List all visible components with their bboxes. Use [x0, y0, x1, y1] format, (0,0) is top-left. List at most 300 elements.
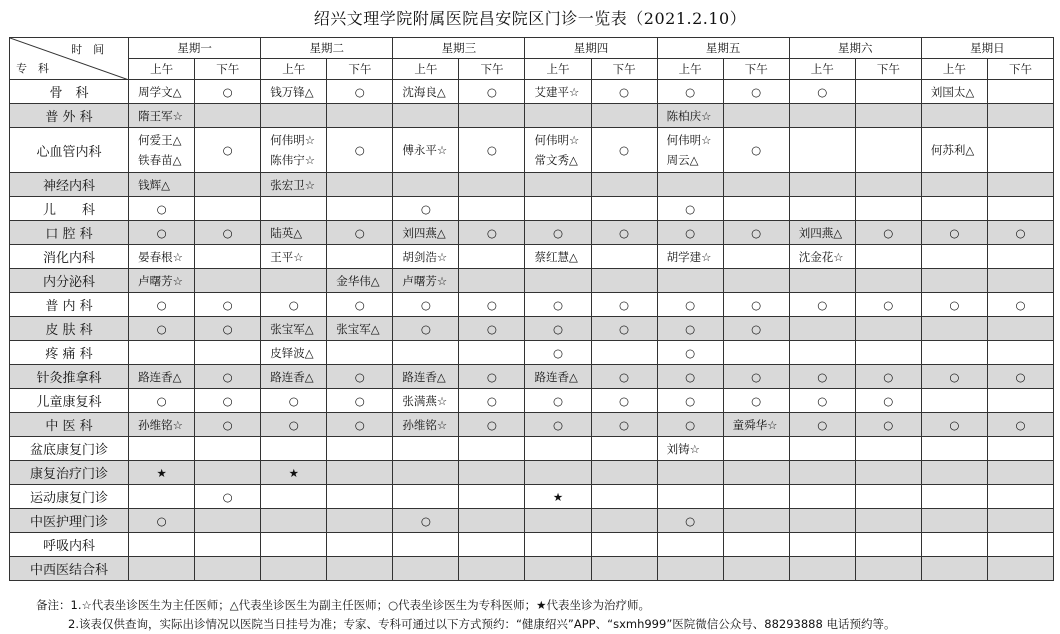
day-header: 星期一 [129, 38, 261, 59]
schedule-cell [393, 173, 459, 197]
schedule-cell: ○ [393, 317, 459, 341]
schedule-cell [261, 269, 327, 293]
schedule-cell: 皮铎波△ [261, 341, 327, 365]
schedule-cell: ○ [261, 413, 327, 437]
schedule-cell: ○ [855, 365, 921, 389]
schedule-cell: ○ [129, 389, 195, 413]
schedule-cell: 胡学建☆ [657, 245, 723, 269]
schedule-cell [459, 173, 525, 197]
schedule-cell [921, 461, 987, 485]
schedule-cell [261, 485, 327, 509]
schedule-cell [195, 509, 261, 533]
dept-name: 心血管内科 [10, 128, 129, 173]
pm-header: 下午 [327, 59, 393, 80]
schedule-cell [261, 128, 327, 173]
schedule-cell: ○ [327, 128, 393, 173]
schedule-cell: ○ [987, 365, 1053, 389]
schedule-cell: ○ [723, 365, 789, 389]
table-row [10, 197, 1054, 221]
schedule-cell: ○ [921, 293, 987, 317]
schedule-cell [327, 173, 393, 197]
table-row [10, 461, 1054, 485]
dept-name: 运动康复门诊 [10, 485, 129, 509]
schedule-cell [855, 461, 921, 485]
schedule-cell: 张宝军△ [261, 317, 327, 341]
schedule-cell: 童舜华☆ [723, 413, 789, 437]
schedule-cell: 傅永平☆ [393, 128, 459, 173]
table-row [10, 173, 1054, 197]
schedule-cell [195, 341, 261, 365]
day-header: 星期四 [525, 38, 657, 59]
schedule-cell: 晏春根☆ [129, 245, 195, 269]
pm-header: 下午 [459, 59, 525, 80]
schedule-cell [657, 485, 723, 509]
schedule-cell [855, 128, 921, 173]
table-row [10, 437, 1054, 461]
schedule-cell [591, 269, 657, 293]
schedule-cell: ○ [657, 341, 723, 365]
schedule-cell: ○ [195, 80, 261, 104]
schedule-cell: 路连香△ [261, 365, 327, 389]
schedule-cell: ○ [657, 80, 723, 104]
schedule-cell: ○ [459, 293, 525, 317]
schedule-cell: ○ [723, 389, 789, 413]
dept-name: 内分泌科 [10, 269, 129, 293]
schedule-cell [327, 509, 393, 533]
schedule-cell [855, 317, 921, 341]
schedule-cell: ○ [393, 197, 459, 221]
schedule-cell: ○ [195, 485, 261, 509]
schedule-cell: ○ [459, 80, 525, 104]
doctor-name: 陈伟宁☆ [270, 153, 316, 167]
schedule-cell [393, 461, 459, 485]
schedule-cell: ○ [789, 365, 855, 389]
dept-name: 儿 科 [10, 197, 129, 221]
schedule-cell [591, 557, 657, 581]
schedule-cell: ○ [657, 317, 723, 341]
dept-name: 疼 痛 科 [10, 341, 129, 365]
schedule-cell: ○ [525, 341, 591, 365]
schedule-cell: ○ [459, 365, 525, 389]
schedule-cell [855, 557, 921, 581]
schedule-cell: ○ [459, 413, 525, 437]
schedule-cell [195, 269, 261, 293]
schedule-cell: ○ [195, 365, 261, 389]
schedule-cell [129, 128, 195, 173]
schedule-cell [195, 533, 261, 557]
schedule-cell [789, 461, 855, 485]
schedule-cell: ○ [789, 413, 855, 437]
am-header: 上午 [921, 59, 987, 80]
table-row [10, 389, 1054, 413]
schedule-cell [261, 104, 327, 128]
schedule-cell: ○ [723, 317, 789, 341]
schedule-cell [723, 341, 789, 365]
schedule-cell [459, 104, 525, 128]
schedule-cell [591, 173, 657, 197]
schedule-cell: ○ [393, 293, 459, 317]
schedule-cell: ○ [789, 293, 855, 317]
schedule-cell: ○ [723, 128, 789, 173]
schedule-cell [657, 128, 723, 173]
dept-name: 针灸推拿科 [10, 365, 129, 389]
schedule-cell: ○ [129, 509, 195, 533]
schedule-cell [789, 269, 855, 293]
schedule-cell: 陈柏庆☆ [657, 104, 723, 128]
schedule-cell: 沈金花☆ [789, 245, 855, 269]
schedule-cell: 钱辉△ [129, 173, 195, 197]
schedule-cell [525, 557, 591, 581]
am-header: 上午 [525, 59, 591, 80]
table-row [10, 293, 1054, 317]
schedule-cell: ○ [327, 413, 393, 437]
schedule-cell [459, 437, 525, 461]
doctor-name: 何伟明☆ [270, 133, 316, 147]
dept-name: 消化内科 [10, 245, 129, 269]
schedule-cell: ○ [327, 293, 393, 317]
schedule-cell [525, 509, 591, 533]
schedule-cell [987, 437, 1053, 461]
schedule-cell: ○ [591, 413, 657, 437]
doctor-name: 何爱王△ [138, 133, 182, 147]
schedule-cell [723, 197, 789, 221]
dept-name: 骨 科 [10, 80, 129, 104]
table-row [10, 104, 1054, 128]
schedule-cell [921, 485, 987, 509]
schedule-cell [129, 533, 195, 557]
schedule-cell: ○ [129, 317, 195, 341]
schedule-cell [327, 245, 393, 269]
schedule-cell: 路连香△ [393, 365, 459, 389]
schedule-cell [327, 461, 393, 485]
schedule-cell [525, 104, 591, 128]
schedule-cell: 张宏卫☆ [261, 173, 327, 197]
schedule-cell: ○ [789, 80, 855, 104]
note-line-1: 备注：1.☆代表坐诊医生为主任医师；△代表坐诊医生为副主任医师；○代表坐诊医生为专科医师；★代表坐诊为治疗师。 [36, 598, 650, 612]
schedule-cell [591, 341, 657, 365]
schedule-cell [129, 437, 195, 461]
schedule-cell [459, 245, 525, 269]
schedule-cell: ○ [591, 317, 657, 341]
schedule-cell [591, 461, 657, 485]
schedule-cell [657, 557, 723, 581]
schedule-cell [789, 197, 855, 221]
schedule-cell: ○ [723, 293, 789, 317]
schedule-cell: 刘铸☆ [657, 437, 723, 461]
schedule-cell [195, 197, 261, 221]
ampm-header-row [10, 59, 1054, 80]
note-line-2: 2.该表仅供查询，实际出诊情况以医院当日挂号为准；专家、专科可通过以下方式预约：“健康绍兴”APP、“sxmh999”医院微信公众号、88293888 电话预约等。 [68, 617, 896, 631]
schedule-cell [987, 128, 1053, 173]
schedule-cell [459, 485, 525, 509]
schedule-cell [921, 437, 987, 461]
schedule-cell [525, 128, 591, 173]
schedule-cell [657, 173, 723, 197]
schedule-cell: 王平☆ [261, 245, 327, 269]
schedule-cell [129, 341, 195, 365]
schedule-cell [921, 245, 987, 269]
dept-name: 普 内 科 [10, 293, 129, 317]
schedule-cell: 陆英△ [261, 221, 327, 245]
day-header: 星期日 [921, 38, 1053, 59]
table-row [10, 317, 1054, 341]
dept-name: 康复治疗门诊 [10, 461, 129, 485]
schedule-cell [855, 509, 921, 533]
day-header: 星期六 [789, 38, 921, 59]
schedule-cell [855, 80, 921, 104]
schedule-cell: ○ [195, 389, 261, 413]
schedule-cell: ○ [591, 365, 657, 389]
schedule-cell: ○ [327, 80, 393, 104]
schedule-cell [987, 557, 1053, 581]
schedule-cell: ○ [855, 389, 921, 413]
schedule-cell: 路连香△ [129, 365, 195, 389]
schedule-cell: ○ [459, 221, 525, 245]
schedule-cell: 艾建平☆ [525, 80, 591, 104]
schedule-cell: ○ [129, 293, 195, 317]
schedule-cell: ○ [855, 293, 921, 317]
schedule-cell: ○ [195, 293, 261, 317]
schedule-table [9, 37, 1054, 581]
dept-name: 儿童康复科 [10, 389, 129, 413]
am-header: 上午 [393, 59, 459, 80]
dept-name: 普 外 科 [10, 104, 129, 128]
pm-header: 下午 [195, 59, 261, 80]
schedule-cell: ○ [195, 317, 261, 341]
schedule-cell [657, 533, 723, 557]
schedule-cell [591, 104, 657, 128]
table-row [10, 509, 1054, 533]
schedule-cell: ○ [327, 365, 393, 389]
schedule-cell [987, 197, 1053, 221]
schedule-cell [591, 197, 657, 221]
schedule-cell [723, 437, 789, 461]
table-row [10, 413, 1054, 437]
schedule-cell: 金华伟△ [327, 269, 393, 293]
schedule-cell [855, 245, 921, 269]
schedule-cell: ○ [987, 221, 1053, 245]
schedule-cell [855, 104, 921, 128]
schedule-cell [789, 437, 855, 461]
schedule-cell [987, 389, 1053, 413]
schedule-cell [921, 269, 987, 293]
schedule-cell [591, 245, 657, 269]
schedule-cell [261, 509, 327, 533]
schedule-cell [723, 245, 789, 269]
schedule-cell: ○ [459, 317, 525, 341]
doctor-name: 周云△ [666, 153, 699, 167]
schedule-cell [459, 509, 525, 533]
schedule-cell [921, 509, 987, 533]
pm-header: 下午 [855, 59, 921, 80]
schedule-cell [789, 128, 855, 173]
table-row [10, 221, 1054, 245]
schedule-cell [525, 533, 591, 557]
table-row [10, 80, 1054, 104]
schedule-cell [789, 485, 855, 509]
schedule-cell: 沈海良△ [393, 80, 459, 104]
schedule-cell: ○ [393, 509, 459, 533]
schedule-cell [459, 461, 525, 485]
schedule-cell [327, 557, 393, 581]
schedule-cell [195, 461, 261, 485]
schedule-cell [921, 173, 987, 197]
schedule-cell [921, 557, 987, 581]
schedule-cell [789, 317, 855, 341]
schedule-cell [921, 104, 987, 128]
schedule-cell: ○ [591, 389, 657, 413]
schedule-cell: 刘四燕△ [393, 221, 459, 245]
schedule-cell: 孙维铭☆ [393, 413, 459, 437]
schedule-cell: ★ [525, 485, 591, 509]
dept-name: 呼吸内科 [10, 533, 129, 557]
schedule-cell [987, 269, 1053, 293]
schedule-cell: 卢曙芳☆ [129, 269, 195, 293]
schedule-cell [921, 317, 987, 341]
schedule-cell [525, 461, 591, 485]
dept-name: 皮 肤 科 [10, 317, 129, 341]
table-row [10, 245, 1054, 269]
schedule-cell: ○ [525, 221, 591, 245]
schedule-cell: ○ [591, 128, 657, 173]
pm-header: 下午 [987, 59, 1053, 80]
dept-name: 中医护理门诊 [10, 509, 129, 533]
schedule-cell [195, 104, 261, 128]
schedule-cell [459, 533, 525, 557]
schedule-cell [855, 269, 921, 293]
schedule-cell [987, 173, 1053, 197]
schedule-cell: ○ [657, 365, 723, 389]
schedule-cell [723, 557, 789, 581]
schedule-cell [327, 485, 393, 509]
schedule-cell: 蔡红慧△ [525, 245, 591, 269]
dept-name: 盆底康复门诊 [10, 437, 129, 461]
schedule-cell: ○ [657, 509, 723, 533]
schedule-cell: ○ [261, 293, 327, 317]
schedule-cell [987, 317, 1053, 341]
am-header: 上午 [657, 59, 723, 80]
schedule-cell [591, 533, 657, 557]
schedule-cell [327, 197, 393, 221]
schedule-cell [987, 533, 1053, 557]
schedule-cell: ○ [591, 221, 657, 245]
doctor-name: 何伟明☆ [666, 133, 712, 147]
schedule-cell: ○ [591, 293, 657, 317]
schedule-cell [987, 245, 1053, 269]
schedule-cell [921, 197, 987, 221]
schedule-cell [195, 437, 261, 461]
schedule-cell: 路连香△ [525, 365, 591, 389]
schedule-cell [723, 533, 789, 557]
schedule-cell [987, 509, 1053, 533]
schedule-cell: ○ [657, 293, 723, 317]
schedule-cell [261, 557, 327, 581]
schedule-cell [855, 485, 921, 509]
schedule-cell: 卢曙芳☆ [393, 269, 459, 293]
schedule-cell [789, 104, 855, 128]
corner-header [10, 38, 129, 80]
table-row [10, 533, 1054, 557]
schedule-cell: ★ [129, 461, 195, 485]
doctor-name: 铁春苗△ [138, 153, 182, 167]
schedule-cell: ○ [657, 197, 723, 221]
schedule-cell [261, 533, 327, 557]
schedule-body [10, 80, 1054, 581]
table-row [10, 485, 1054, 509]
schedule-cell: ○ [921, 365, 987, 389]
schedule-cell [723, 509, 789, 533]
schedule-cell [129, 485, 195, 509]
schedule-cell [129, 557, 195, 581]
schedule-cell [855, 437, 921, 461]
schedule-cell: ○ [459, 389, 525, 413]
day-header: 星期五 [657, 38, 789, 59]
schedule-cell [855, 533, 921, 557]
schedule-cell [921, 389, 987, 413]
schedule-cell [459, 197, 525, 221]
table-row [10, 128, 1054, 173]
schedule-cell [261, 197, 327, 221]
schedule-cell: ○ [195, 221, 261, 245]
day-header: 星期二 [261, 38, 393, 59]
time-label: 时 间 [71, 43, 105, 56]
schedule-cell: ○ [657, 389, 723, 413]
schedule-cell: ○ [261, 389, 327, 413]
schedule-cell: ○ [525, 389, 591, 413]
schedule-cell: 孙维铭☆ [129, 413, 195, 437]
schedule-cell [591, 509, 657, 533]
schedule-cell [987, 104, 1053, 128]
notes [36, 596, 895, 634]
am-header: 上午 [261, 59, 327, 80]
schedule-cell [855, 173, 921, 197]
schedule-cell [789, 533, 855, 557]
table-row [10, 365, 1054, 389]
schedule-cell: ○ [525, 293, 591, 317]
schedule-cell: ○ [195, 413, 261, 437]
schedule-cell [789, 341, 855, 365]
schedule-cell [327, 437, 393, 461]
schedule-cell: ○ [195, 128, 261, 173]
doctor-name: 何伟明☆ [534, 133, 580, 147]
dept-label: 专 科 [16, 62, 49, 75]
schedule-cell [591, 485, 657, 509]
schedule-cell: ○ [987, 413, 1053, 437]
schedule-cell: ○ [459, 128, 525, 173]
schedule-cell [789, 173, 855, 197]
schedule-cell: 钱万锋△ [261, 80, 327, 104]
schedule-cell [525, 269, 591, 293]
schedule-cell [525, 173, 591, 197]
schedule-cell [723, 104, 789, 128]
schedule-cell [195, 557, 261, 581]
schedule-cell [459, 269, 525, 293]
am-header: 上午 [129, 59, 195, 80]
schedule-cell: 张宝军△ [327, 317, 393, 341]
schedule-cell: 刘国太△ [921, 80, 987, 104]
schedule-cell [987, 461, 1053, 485]
am-header: 上午 [789, 59, 855, 80]
dept-name: 神经内科 [10, 173, 129, 197]
dept-name: 口 腔 科 [10, 221, 129, 245]
schedule-cell [789, 557, 855, 581]
schedule-cell: 胡剑浩☆ [393, 245, 459, 269]
pm-header: 下午 [591, 59, 657, 80]
schedule-cell: ○ [657, 221, 723, 245]
schedule-cell: ○ [129, 197, 195, 221]
day-header-row [10, 38, 1054, 59]
schedule-cell: ○ [327, 221, 393, 245]
